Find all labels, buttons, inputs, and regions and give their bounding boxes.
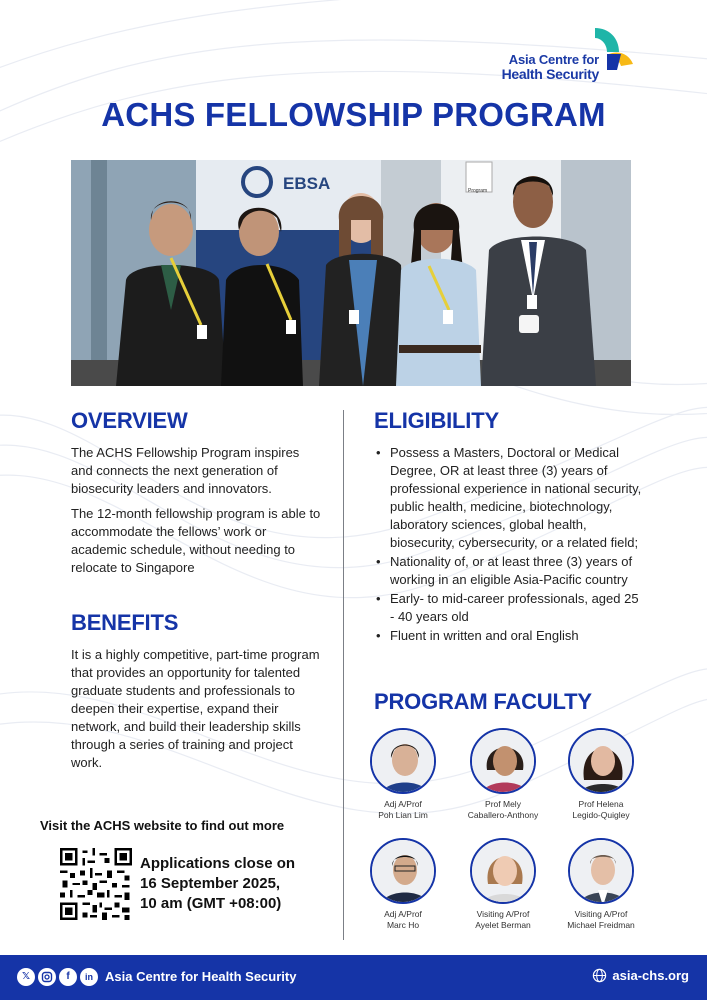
visit-website-text: Visit the ACHS website to find out more (40, 818, 285, 833)
faculty-name: Ayelet Berman (475, 920, 531, 930)
facebook-icon[interactable]: f (59, 968, 77, 986)
faculty-member (453, 838, 553, 931)
applications-deadline (140, 854, 320, 914)
faculty-name: Caballero-Anthony (467, 810, 539, 820)
footer-org-name: Asia Centre for Health Security (105, 969, 297, 984)
column-divider (343, 410, 344, 940)
faculty-name: Poh Lian Lim (378, 810, 428, 820)
eligibility-item: • Early- to mid-career professionals, aged 25 - 40 years old (374, 590, 644, 626)
overview-section (71, 408, 321, 577)
faculty-portrait (370, 728, 436, 794)
faculty-heading: PROGRAM FACULTY (374, 689, 592, 714)
faculty-portrait (470, 728, 536, 794)
eligibility-item: • Possess a Masters, Doctoral or Medical Degree, OR at least three (3) years of professional experience in national security, public health, medicine, biotechnology, laboratory sciences, global health, biosecurity, cybersecurity, or a related field; (374, 444, 644, 552)
faculty-member (353, 728, 453, 821)
eligibility-item: • Nationality of, or at least three (3) years of working in an eligible Asia-Pacific country (374, 553, 644, 589)
overview-paragraph-1: The ACHS Fellowship Program inspires and connects the next generation of biosecurity leaders and innovators. (71, 445, 300, 496)
linkedin-icon[interactable]: in (80, 968, 98, 986)
faculty-member (453, 728, 553, 821)
faculty-title: Prof Helena (578, 799, 624, 809)
eligibility-heading: ELIGIBILITY (374, 408, 499, 433)
overview-paragraph-2: The 12-month fellowship program is able to accommodate the fellows’ work or academic schedule, without needing to relocate to Singapore (71, 506, 321, 575)
x-icon[interactable]: 𝕏 (17, 968, 35, 986)
faculty-portrait (568, 728, 634, 794)
faculty-member (551, 838, 651, 931)
faculty-portrait (470, 838, 536, 904)
logo-line-1: Asia Centre for (508, 52, 599, 67)
benefits-section (71, 610, 321, 772)
overview-heading: OVERVIEW (71, 408, 188, 433)
faculty-title: Visiting A/Prof (476, 909, 530, 919)
faculty-name: Marc Ho (386, 920, 420, 930)
faculty-portrait (568, 838, 634, 904)
footer-bar (0, 955, 707, 1000)
faculty-member (551, 728, 651, 821)
globe-icon (592, 968, 607, 983)
deadline-line-2: 16 September 2025, (140, 875, 281, 892)
banner-text: EBSA (283, 174, 331, 193)
qr-code[interactable] (60, 848, 132, 920)
website-text: asia-chs.org (612, 968, 689, 983)
faculty-title: Adj A/Prof (384, 909, 422, 919)
faculty-member (353, 838, 453, 931)
faculty-name: Michael Freidman (567, 920, 635, 930)
logo-line-2: Health Security (501, 66, 599, 82)
faculty-grid (368, 728, 648, 940)
page-title: ACHS FELLOWSHIP PROGRAM (101, 96, 606, 133)
faculty-name: Legido-Quigley (572, 810, 630, 820)
achs-logo (485, 34, 635, 80)
deadline-line-1: Applications close on (140, 855, 296, 872)
poster-text: Program (468, 188, 488, 194)
group-photo (71, 160, 631, 386)
eligibility-section (374, 408, 644, 646)
faculty-title: Visiting A/Prof (574, 909, 628, 919)
faculty-title: Prof Mely (485, 799, 521, 809)
faculty-title: Adj A/Prof (384, 799, 422, 809)
footer-website-link[interactable] (592, 968, 689, 983)
benefits-paragraph: It is a highly competitive, part-time program that provides an opportunity for talented graduate students and professionals to deepen their expertise, expand their network, and build their leadership skills through a series of training and project work. (71, 647, 320, 770)
benefits-heading: BENEFITS (71, 610, 179, 635)
deadline-line-3: 10 am (GMT +08:00) (140, 895, 282, 912)
eligibility-list (374, 444, 644, 645)
logo-mark-icon (587, 26, 635, 76)
eligibility-item: • Fluent in written and oral English (374, 627, 644, 645)
faculty-portrait (370, 838, 436, 904)
instagram-icon[interactable] (38, 968, 56, 986)
